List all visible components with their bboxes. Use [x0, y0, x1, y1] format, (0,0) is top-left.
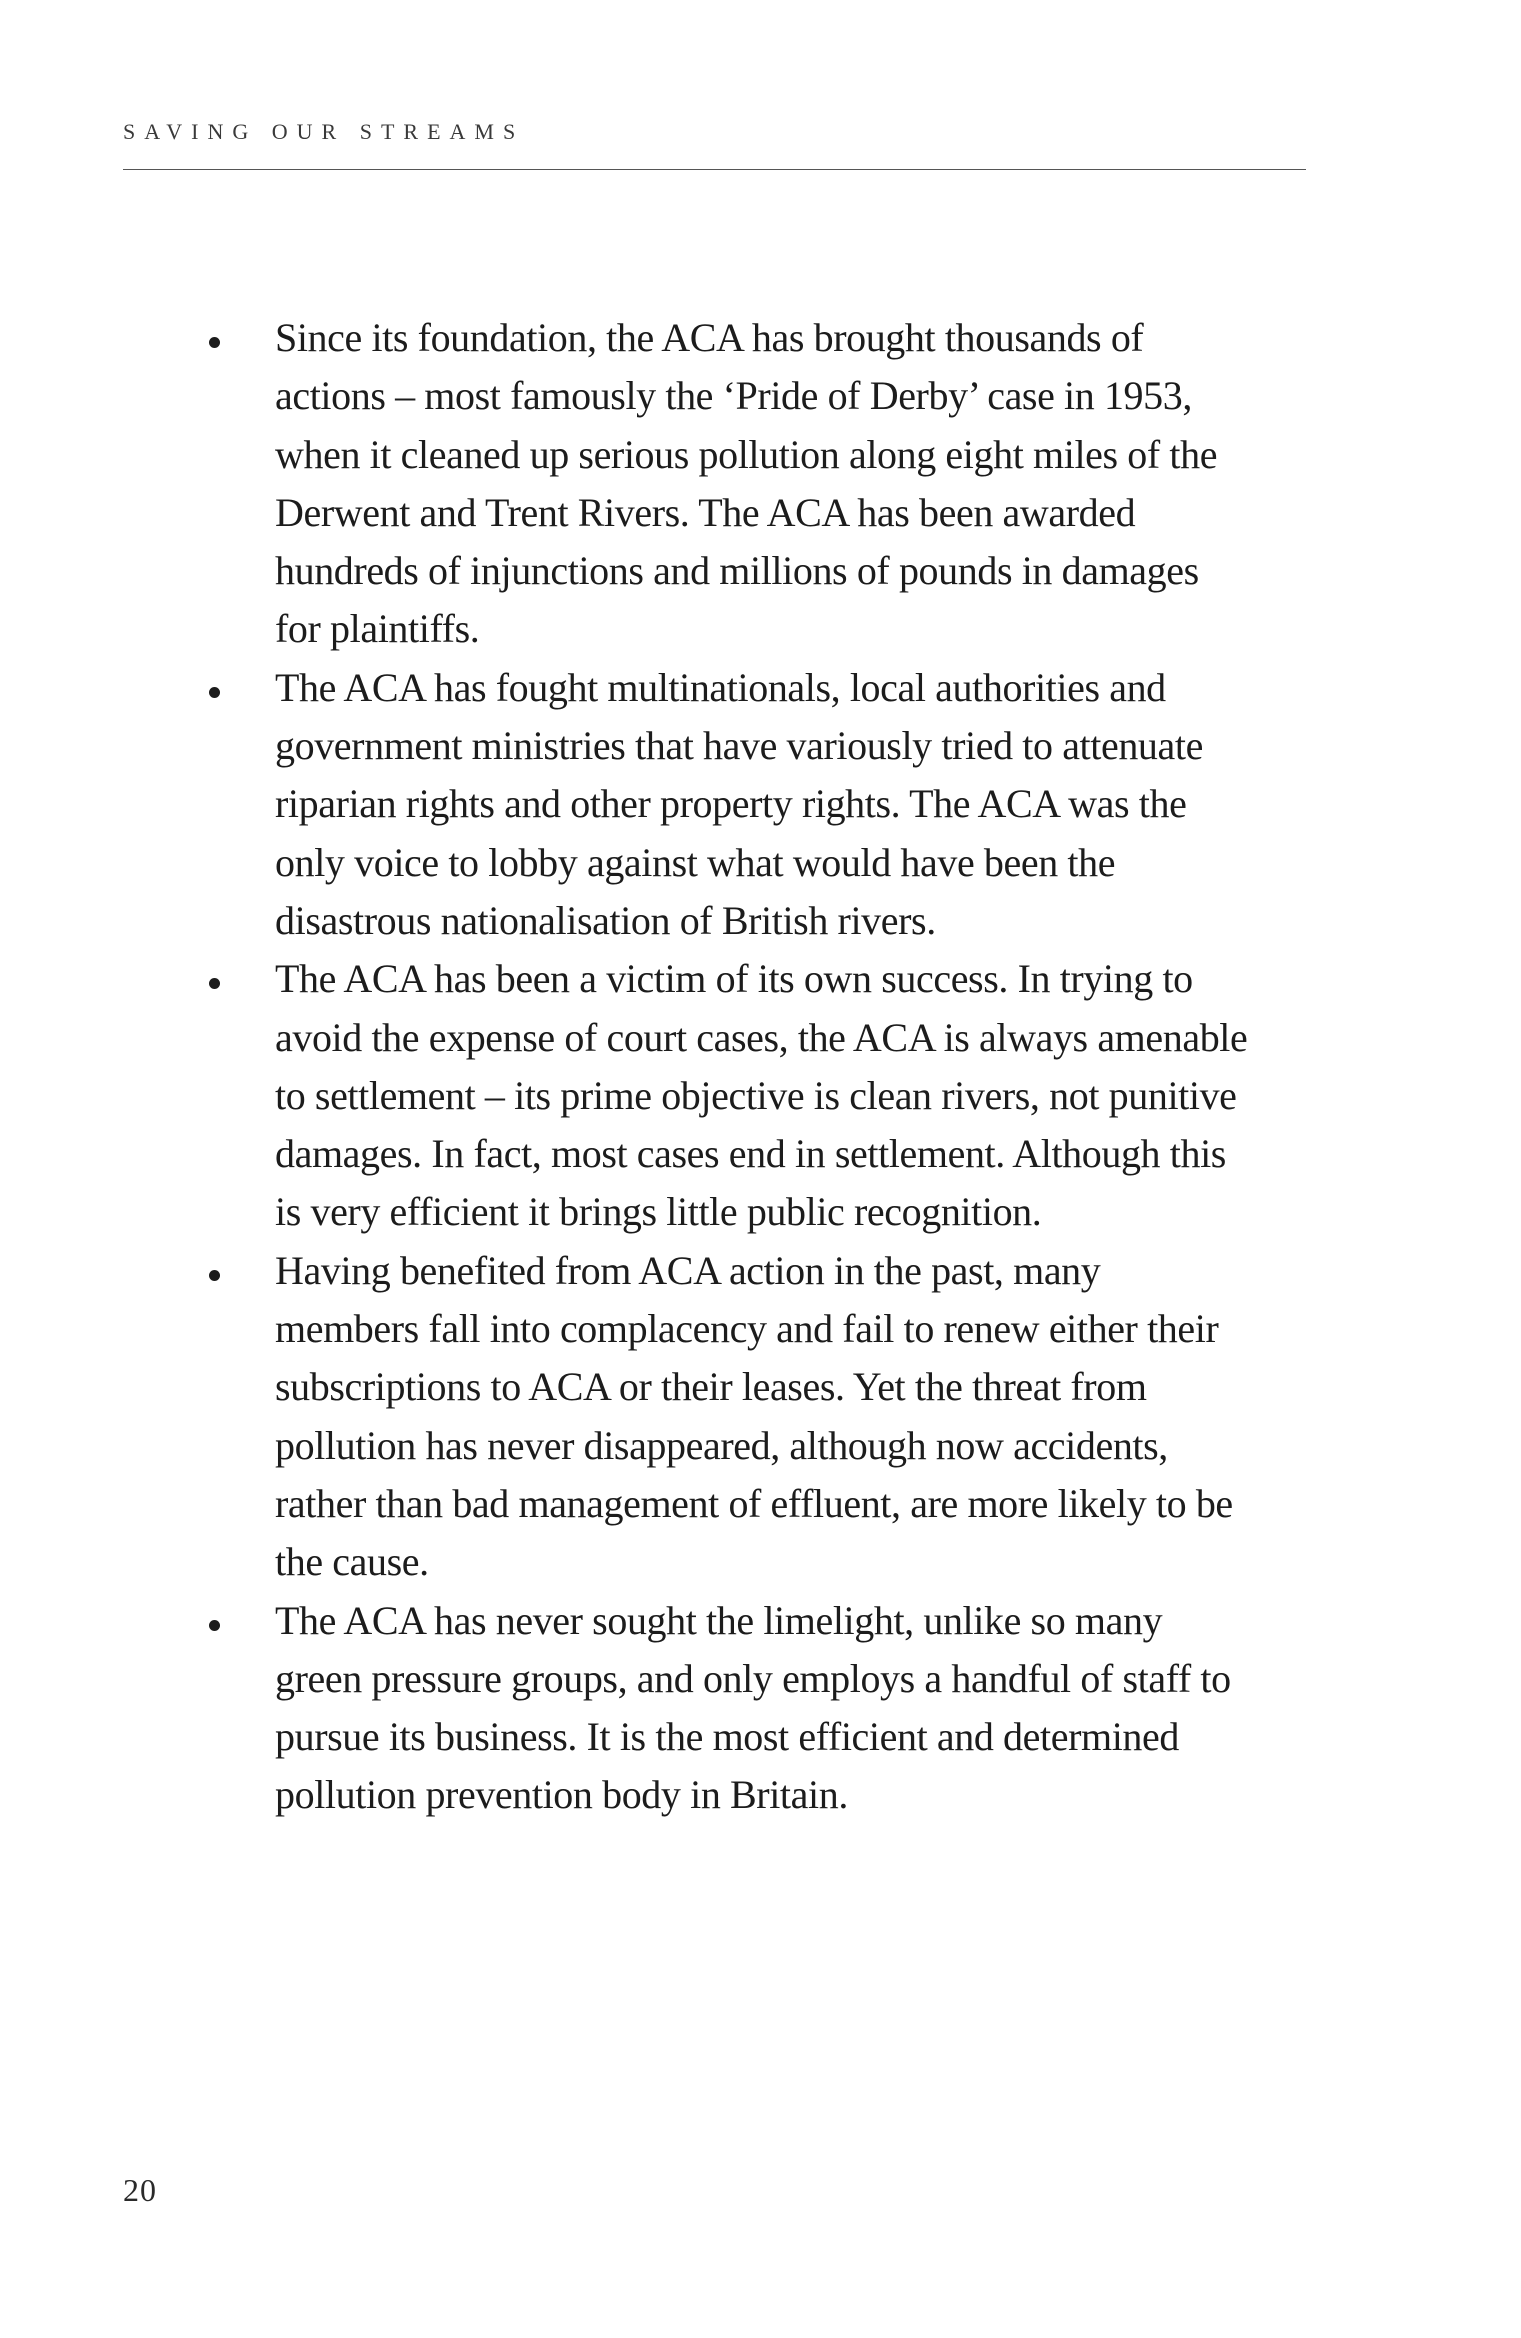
text-line: pollution prevention body in Britain.	[275, 1772, 848, 1818]
bullet-item	[209, 1242, 1319, 1592]
text-line: The ACA has never sought the limelight, unlike so many	[275, 1597, 1163, 1643]
bullet-item	[209, 950, 1319, 1241]
text-line: rather than bad management of effluent, are more likely to be	[275, 1480, 1233, 1526]
text-line: pollution has never disappeared, although now accidents,	[275, 1422, 1168, 1468]
text-line: hundreds of injunctions and millions of pounds in damages	[275, 548, 1199, 594]
text-line: Having benefited from ACA action in the past, many	[275, 1247, 1101, 1293]
text-line: is very efficient it brings little public recognition.	[275, 1189, 1042, 1235]
text-line: The ACA has been a victim of its own success. In trying to	[275, 956, 1193, 1002]
header-rule	[123, 169, 1306, 170]
bullet-list	[209, 309, 1319, 1825]
bullet-item	[209, 1592, 1319, 1825]
page-number: 20	[123, 2172, 157, 2208]
text-line: damages. In fact, most cases end in settlement. Although this	[275, 1131, 1226, 1177]
text-line: disastrous nationalisation of British rivers.	[275, 897, 936, 943]
text-line: The ACA has fought multinationals, local authorities and	[275, 664, 1166, 710]
text-line: pursue its business. It is the most efficient and determined	[275, 1714, 1179, 1760]
bullet-icon	[209, 1620, 220, 1631]
bullet-item	[209, 309, 1319, 659]
text-line: members fall into complacency and fail to renew either their	[275, 1306, 1219, 1352]
bullet-icon	[209, 687, 220, 698]
text-line: Since its foundation, the ACA has brought thousands of	[275, 315, 1144, 360]
bullet-item	[209, 659, 1319, 950]
text-line: to settlement – its prime objective is clean rivers, not punitive	[275, 1072, 1237, 1118]
text-line: for plaintiffs.	[275, 606, 480, 652]
text-line: green pressure groups, and only employs a handful of staff to	[275, 1655, 1231, 1701]
text-line: Derwent and Trent Rivers. The ACA has been awarded	[275, 489, 1136, 535]
text-line: actions – most famously the ‘Pride of Derby’ case in 1953,	[275, 373, 1192, 419]
text-line: when it cleaned up serious pollution along eight miles of the	[275, 431, 1218, 477]
bullet-icon	[209, 978, 220, 989]
running-head: SAVING OUR STREAMS	[123, 119, 525, 144]
text-line: subscriptions to ACA or their leases. Yet the threat from	[275, 1364, 1147, 1410]
text-line: only voice to lobby against what would have been the	[275, 839, 1116, 885]
text-line: government ministries that have variously tried to attenuate	[275, 723, 1203, 769]
text-line: the cause.	[275, 1539, 429, 1585]
text-line: riparian rights and other property rights. The ACA was the	[275, 781, 1187, 827]
text-line: avoid the expense of court cases, the ACA is always amenable	[275, 1014, 1248, 1060]
bullet-icon	[209, 1270, 220, 1281]
bullet-icon	[209, 337, 220, 348]
